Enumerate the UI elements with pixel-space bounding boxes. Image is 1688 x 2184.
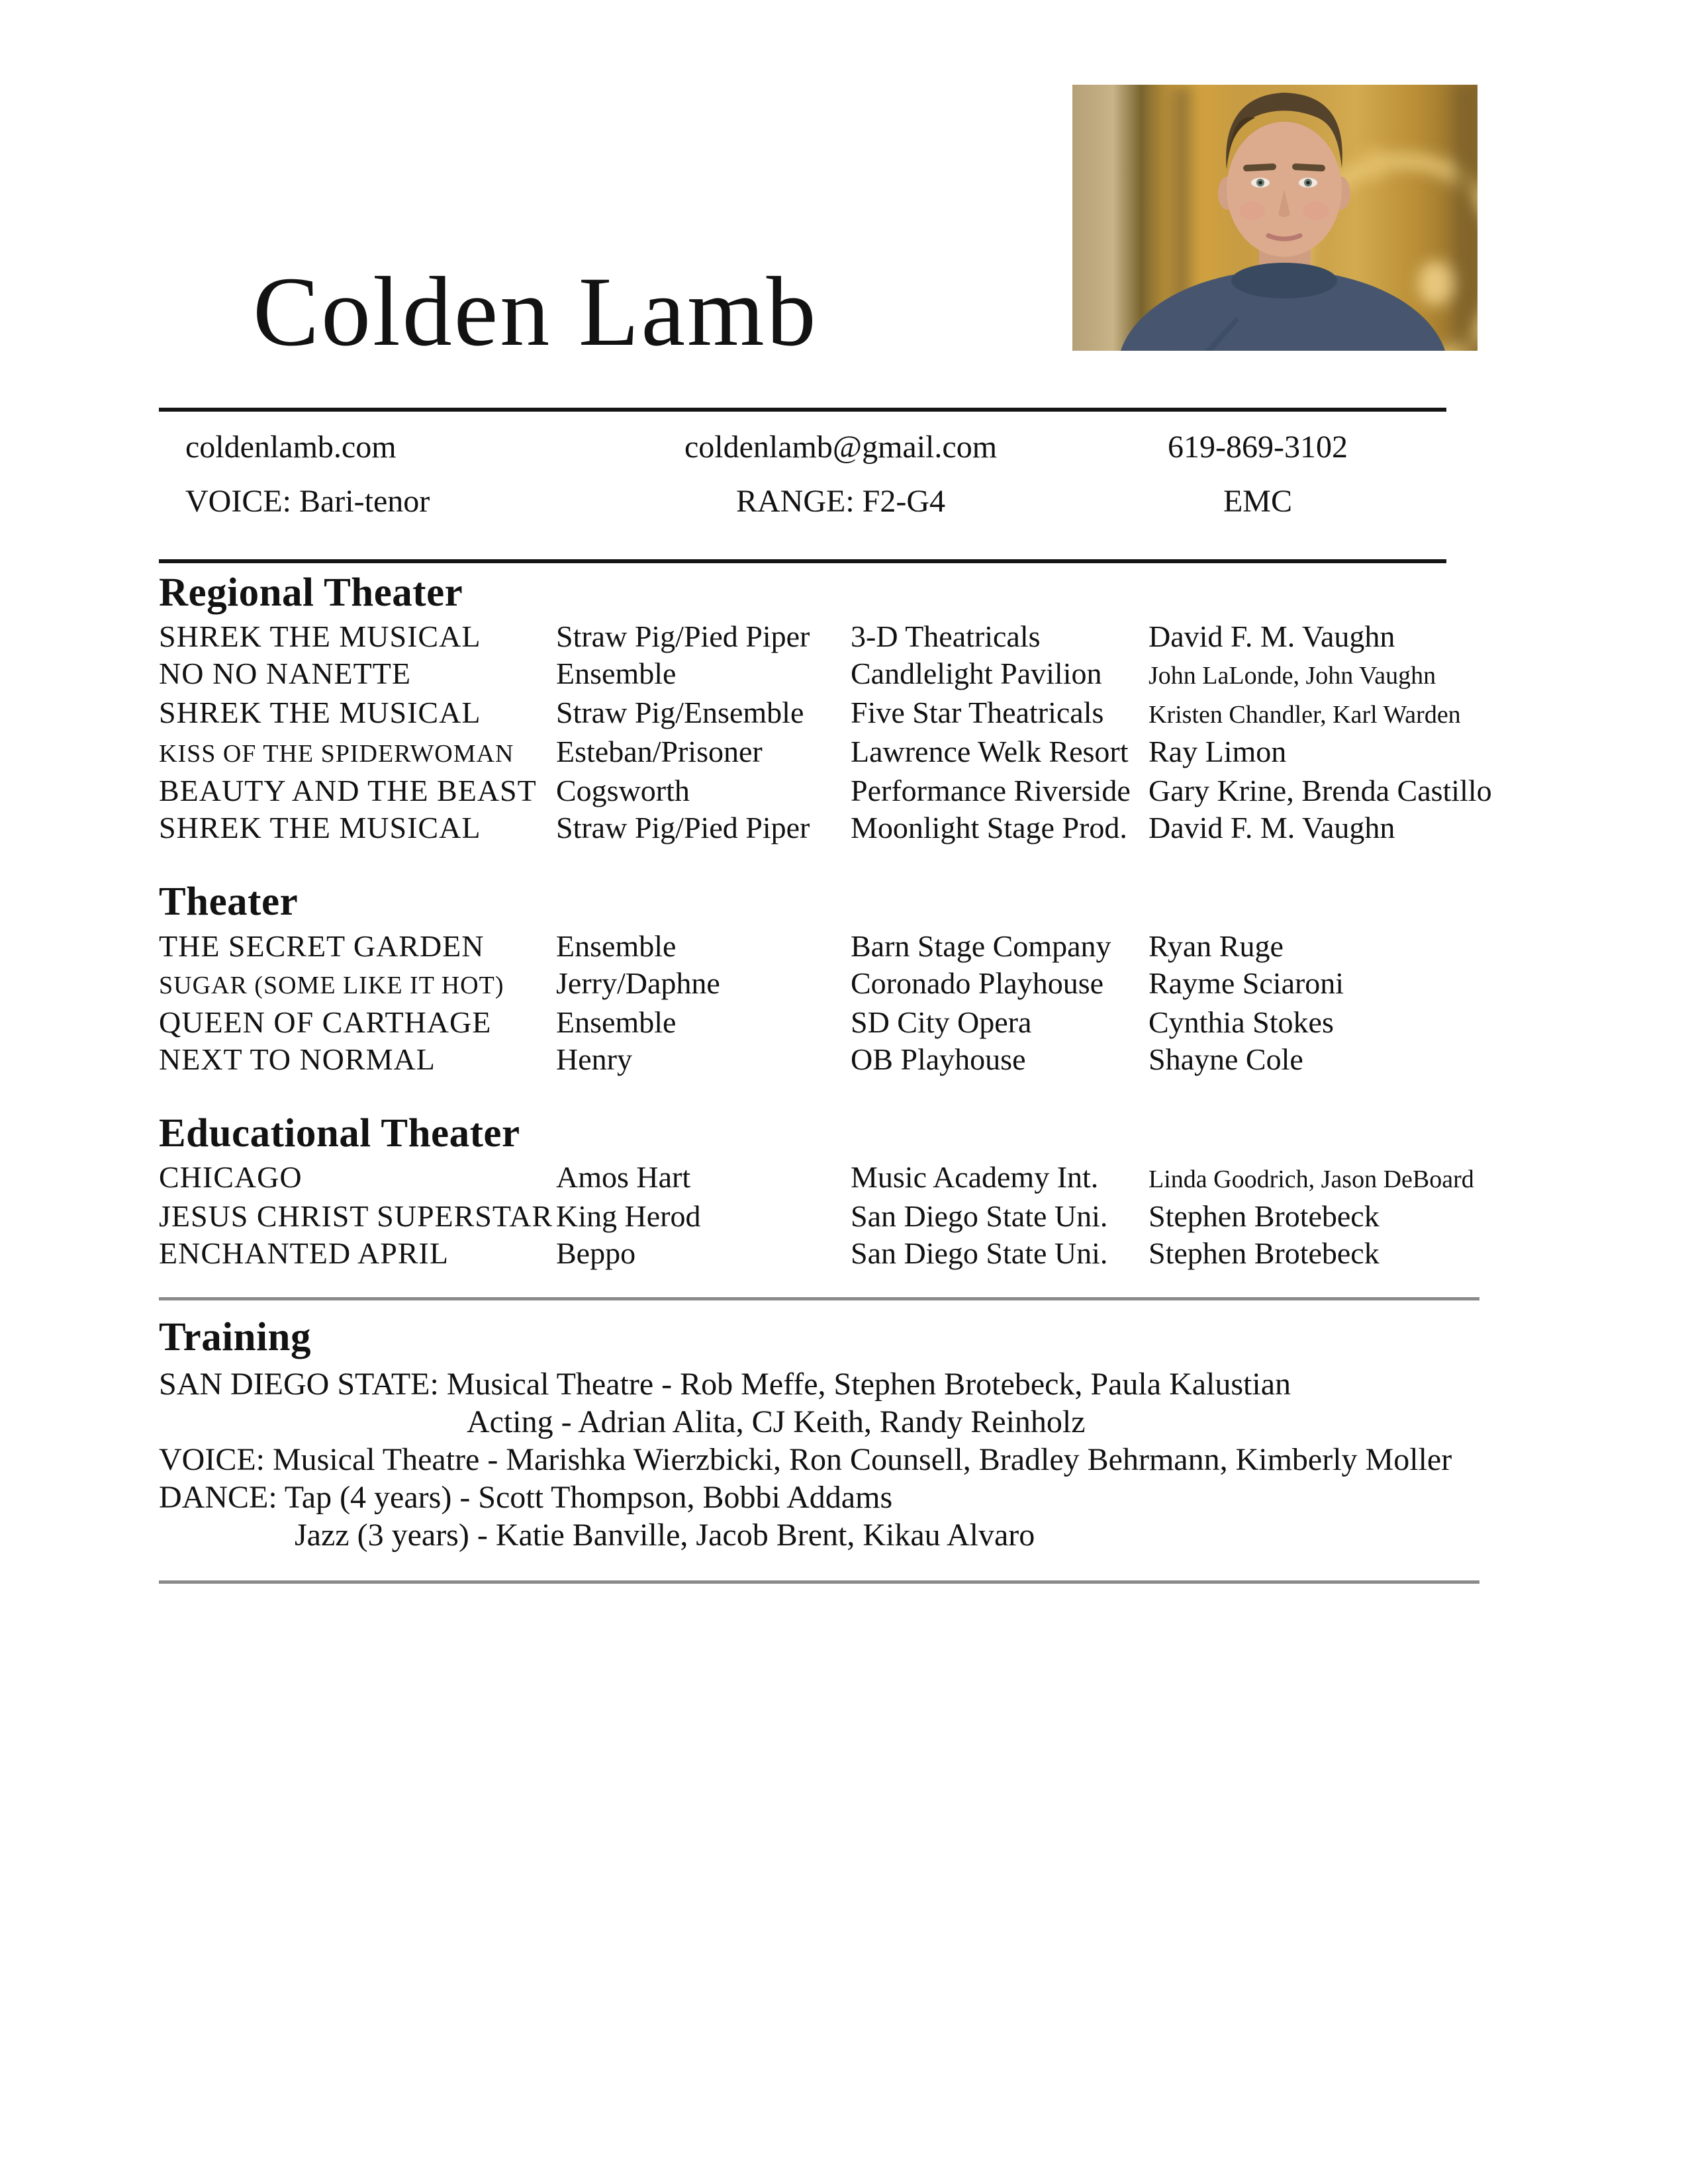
show-director: Rayme Sciaroni — [1149, 966, 1344, 1000]
show-company: Lawrence Welk Resort — [851, 735, 1129, 769]
training-divider-top — [159, 1297, 1479, 1300]
show-director: Kristen Chandler, Karl Warden — [1149, 701, 1461, 729]
show-title: SHREK THE MUSICAL — [159, 811, 481, 845]
show-director: Gary Krine, Brenda Castillo — [1149, 774, 1492, 808]
training-line: Jazz (3 years) - Katie Banville, Jacob Brent, Kikau Alvaro — [295, 1518, 1035, 1553]
show-role: Henry — [556, 1042, 632, 1076]
show-title: SUGAR (SOME LIKE IT HOT) — [159, 971, 504, 999]
section-rows — [159, 618, 1492, 846]
show-title: ENCHANTED APRIL — [159, 1236, 449, 1270]
show-director: David F. M. Vaughn — [1149, 811, 1395, 845]
show-title: THE SECRET GARDEN — [159, 929, 485, 963]
show-title: NO NO NANETTE — [159, 657, 411, 691]
contact-phone: 619-869-3102 — [1168, 430, 1348, 465]
show-company: 3-D Theatricals — [851, 619, 1041, 654]
credit-row — [159, 809, 1489, 846]
show-title: JESUS CHRIST SUPERSTAR — [159, 1199, 553, 1233]
show-role: Cogsworth — [556, 774, 690, 808]
credit-row — [159, 928, 1489, 965]
resume-content — [159, 570, 1492, 1584]
show-role: Beppo — [556, 1236, 636, 1270]
show-title: BEAUTY AND THE BEAST — [159, 774, 537, 808]
show-company: SD City Opera — [851, 1005, 1032, 1039]
contact-row-primary — [159, 430, 1443, 465]
show-company: Performance Riverside — [851, 774, 1131, 808]
headshot-illustration — [1072, 85, 1477, 351]
show-company: Coronado Playhouse — [851, 966, 1104, 1000]
credit-row — [159, 965, 1489, 1004]
section-heading: Regional Theater — [159, 570, 463, 615]
show-company: San Diego State Uni. — [851, 1236, 1108, 1270]
contact-email: coldenlamb@gmail.com — [684, 430, 998, 465]
contact-website: coldenlamb.com — [185, 430, 397, 465]
show-title: CHICAGO — [159, 1160, 303, 1194]
show-role: Straw Pig/Ensemble — [556, 696, 804, 730]
show-company: Candlelight Pavilion — [851, 657, 1102, 691]
credits-section — [159, 1111, 1489, 1272]
credits-sections — [159, 570, 1492, 1272]
training-lines — [159, 1365, 1489, 1554]
show-role: Amos Hart — [556, 1160, 691, 1194]
section-heading: Theater — [159, 880, 299, 925]
show-director: Stephen Brotebeck — [1149, 1236, 1380, 1270]
show-director: David F. M. Vaughn — [1149, 619, 1395, 654]
training-line: VOICE: Musical Theatre - Marishka Wierzbicki, Ron Counsell, Bradley Behrmann, Kimberly Moller — [159, 1442, 1452, 1478]
section-rows — [159, 928, 1489, 1078]
section-rows — [159, 1159, 1489, 1272]
header-divider-top — [159, 408, 1446, 412]
show-company: OB Playhouse — [851, 1042, 1026, 1076]
credit-row — [159, 694, 1489, 733]
show-role: Ensemble — [556, 929, 677, 963]
show-director: John LaLonde, John Vaughn — [1149, 662, 1436, 690]
show-company: Moonlight Stage Prod. — [851, 811, 1127, 845]
contact-row-secondary — [159, 484, 1443, 520]
training-divider-bottom — [159, 1580, 1479, 1584]
show-director: Shayne Cole — [1149, 1042, 1303, 1076]
show-company: Music Academy Int. — [851, 1160, 1099, 1194]
person-name: Colden Lamb — [253, 257, 818, 367]
training-line: DANCE: Tap (4 years) - Scott Thompson, Bobbi Addams — [159, 1480, 893, 1516]
credit-row — [159, 1198, 1489, 1235]
credit-row — [159, 1004, 1489, 1041]
show-company: Five Star Theatricals — [851, 696, 1104, 730]
show-title: KISS OF THE SPIDERWOMAN — [159, 740, 514, 768]
section-heading: Educational Theater — [159, 1111, 520, 1156]
show-company: San Diego State Uni. — [851, 1199, 1108, 1233]
header-divider-bottom — [159, 559, 1446, 563]
show-role: Ensemble — [556, 1005, 677, 1039]
contact-vocal-range: RANGE: F2-G4 — [735, 484, 945, 519]
credit-row — [159, 1235, 1489, 1272]
show-director: Ray Limon — [1149, 735, 1287, 769]
show-director: Cynthia Stokes — [1149, 1005, 1334, 1039]
credit-row — [159, 1159, 1489, 1198]
training-heading: Training — [159, 1314, 311, 1359]
headshot-photo — [1072, 85, 1477, 351]
show-company: Barn Stage Company — [851, 929, 1111, 963]
show-role: Straw Pig/Pied Piper — [556, 619, 810, 654]
credits-section — [159, 880, 1489, 1077]
show-role: Straw Pig/Pied Piper — [556, 811, 810, 845]
show-role: Esteban/Prisoner — [556, 735, 763, 769]
credit-row — [159, 1041, 1489, 1078]
show-title: NEXT TO NORMAL — [159, 1042, 436, 1076]
credit-row — [159, 733, 1489, 772]
contact-union-status: EMC — [1223, 484, 1292, 519]
training-line: SAN DIEGO STATE: Musical Theatre - Rob Meffe, Stephen Brotebeck, Paula Kalustian — [159, 1367, 1291, 1402]
credit-row — [159, 772, 1492, 809]
show-role: King Herod — [556, 1199, 701, 1233]
show-title: QUEEN OF CARTHAGE — [159, 1005, 492, 1039]
credit-row — [159, 655, 1489, 694]
show-director: Stephen Brotebeck — [1149, 1199, 1380, 1233]
show-role: Ensemble — [556, 657, 677, 691]
show-title: SHREK THE MUSICAL — [159, 696, 481, 730]
contact-voice-type: VOICE: Bari-tenor — [185, 484, 430, 519]
show-role: Jerry/Daphne — [556, 966, 720, 1000]
show-director: Linda Goodrich, Jason DeBoard — [1149, 1165, 1474, 1193]
training-line: Acting - Adrian Alita, CJ Keith, Randy Reinholz — [467, 1404, 1086, 1440]
credit-row — [159, 618, 1489, 655]
show-director: Ryan Ruge — [1149, 929, 1284, 963]
credits-section — [159, 570, 1492, 846]
show-title: SHREK THE MUSICAL — [159, 619, 481, 654]
